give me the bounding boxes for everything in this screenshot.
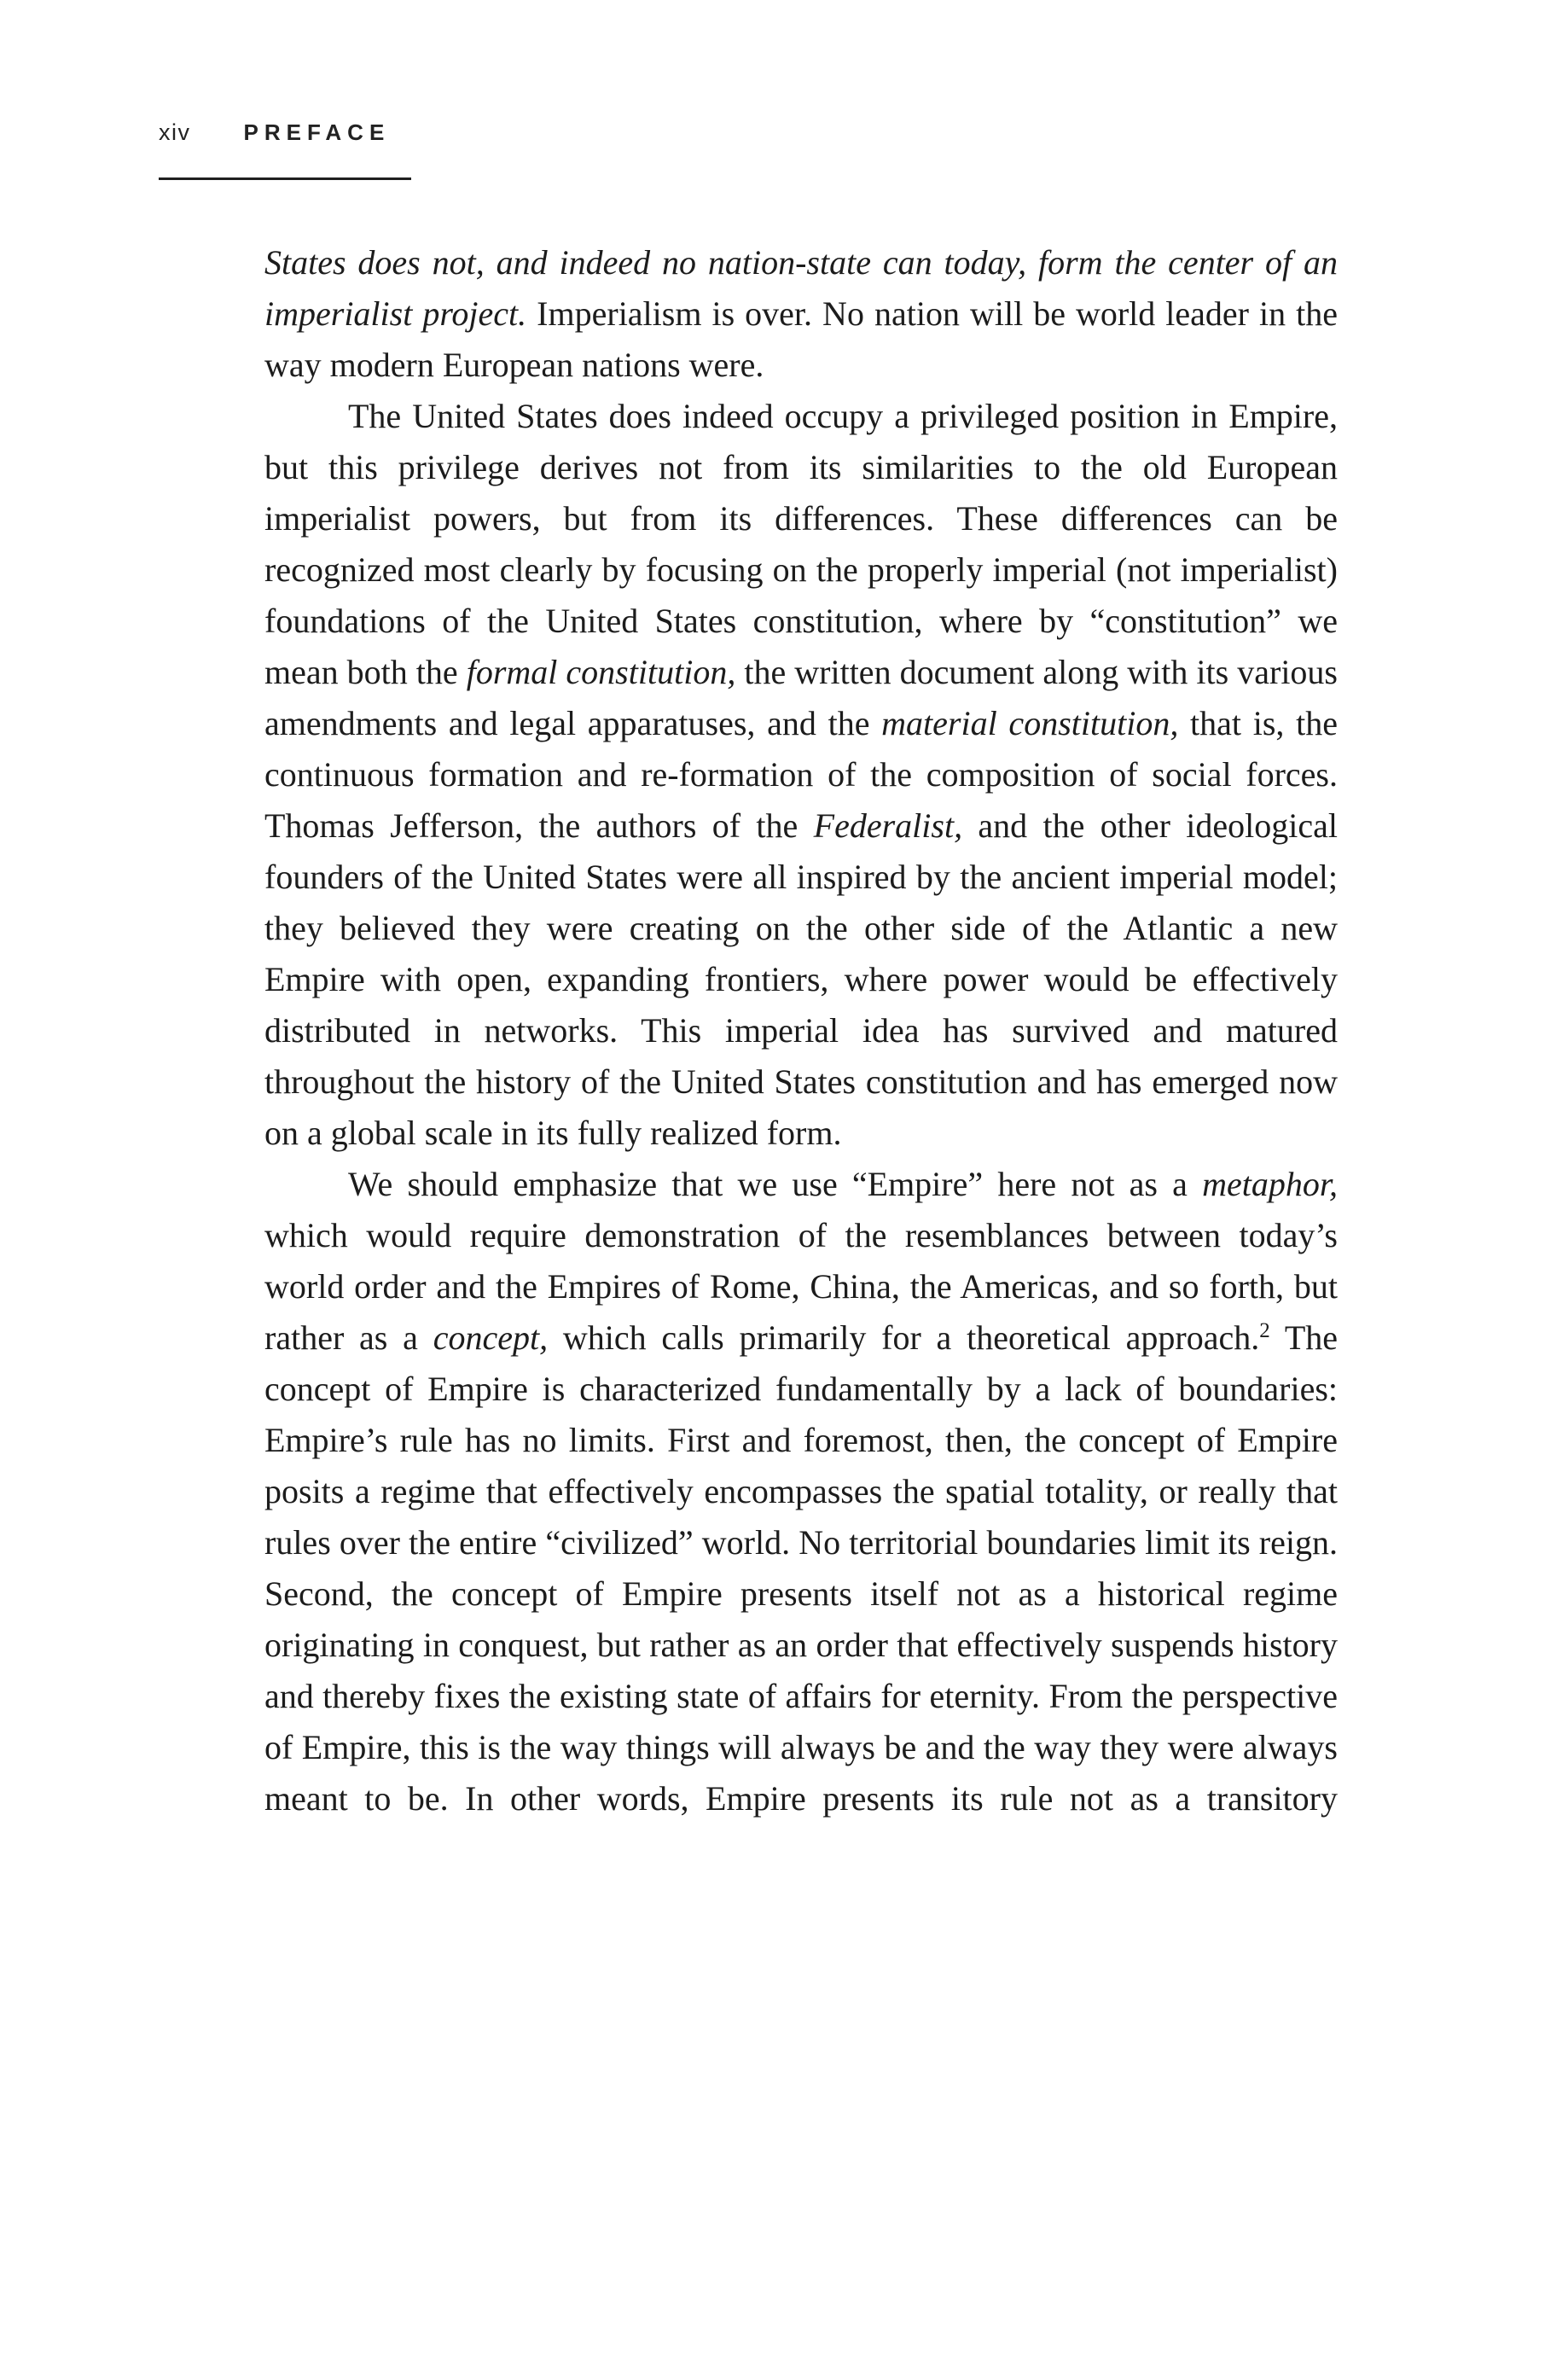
italic-run: metaphor, xyxy=(1202,1165,1338,1203)
text-run: which calls primarily for a theoretical approach. xyxy=(548,1318,1260,1357)
section-title: PREFACE xyxy=(243,119,391,145)
page-number: xiv xyxy=(159,119,191,145)
text-run: which would require demonstration of the resemblances between today’s world order and the Empires of Rome, China, the Americas, and so forth, but rather as a xyxy=(264,1216,1338,1357)
italic-run: formal constitution, xyxy=(466,653,736,691)
body-text xyxy=(264,237,1338,1824)
text-run: the written document along with its various amendments and legal apparatuses, and the xyxy=(264,653,1338,742)
page-header xyxy=(159,119,390,146)
text-run: The concept of Empire is characterized fundamentally by a lack of boundaries: Empire’s rule has no limits. First and foremost, then, the concept of Empire posits a regime that effectively encompasses the spatial totality, or really that rules over the entire “civilized” world. No territorial boundaries limit its reign. Second, the concept of Empire presents itself not as a historical regime originating in conquest, but rather as an order that effectively suspends history and thereby fixes the existing state of affairs for eternity. From the perspective of Empire, this is the way things will always be and the way they were always meant to be. In other words, Empire presents its rule not as a transitory xyxy=(264,1318,1339,1818)
paragraph xyxy=(264,391,1338,1159)
italic-run: States does not, and indeed no nation-state can today, form the center of an imperialist project. xyxy=(264,243,1338,333)
paragraph xyxy=(264,1159,1338,1824)
paragraph xyxy=(264,237,1338,391)
italic-run: material constitution, xyxy=(881,704,1179,742)
footnote-reference: 2 xyxy=(1259,1319,1270,1342)
text-run: The United States does indeed occupy a privileged position in Empire, but this privilege derives not from its similarities to the old European imperialist powers, but from its differences. These differences can be recognized most clearly by focusing on the properly imperial (not imperialist) foundations of the United States constitution, where by “constitution” we mean both the xyxy=(264,397,1338,691)
italic-run: Federalist, xyxy=(813,806,963,845)
text-run: Imperialism is over. No nation will be world leader in the way modern European nations were. xyxy=(264,294,1339,384)
text-run: that is, the continuous formation and re-formation of the composition of social forces. Thomas Jefferson, the authors of the xyxy=(264,704,1339,845)
text-run: We should emphasize that we use “Empire” here not as a xyxy=(348,1165,1203,1203)
header-rule xyxy=(159,177,411,180)
italic-run: concept, xyxy=(433,1318,549,1357)
text-run: and the other ideological founders of the United States were all inspired by the ancient imperial model; they believed they were creating on the other side of the Atlantic a new Empire with open, expanding frontiers, where power would be effectively distributed in networks. This imperial idea has survived and matured throughout the history of the United States constitution and has emerged now on a global scale in its fully realized form. xyxy=(264,806,1338,1152)
